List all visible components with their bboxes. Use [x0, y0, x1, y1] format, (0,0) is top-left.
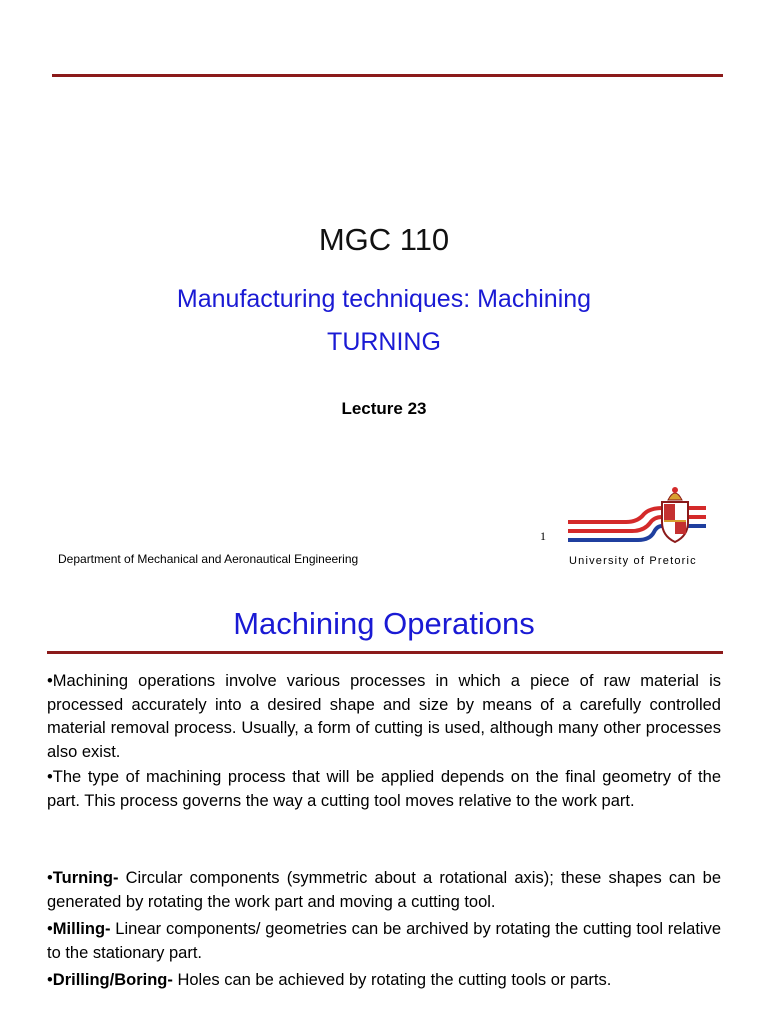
term-drilling-boring: Drilling/Boring- [52, 971, 173, 989]
paragraph-text: Machining operations involve various processes in which a piece of raw material is processed accurately into a desired shape and size by means of a carefully controlled material removal process. Usually, a form of cutting is used, although many other processes also exist. [47, 672, 721, 761]
paragraph-milling [47, 918, 721, 965]
logo-right-blue [686, 524, 706, 528]
term-milling: Milling- [52, 920, 111, 938]
course-code: MGC 110 [318, 222, 450, 257]
logo-red-stripe-1 [568, 508, 662, 522]
section-title: Machining Operations [233, 606, 535, 641]
paragraph-process-type [47, 766, 721, 813]
paragraph-machining-operations [47, 670, 721, 764]
slide-subtitle: Manufacturing techniques: Machining [176, 285, 592, 313]
logo-shield-quarter-2 [675, 521, 686, 534]
paragraph-text: Holes can be achieved by rotating the cutting tools or parts. [172, 971, 612, 989]
bullet: • [47, 768, 53, 786]
department-name: Department of Mechanical and Aeronautical Engineering [58, 552, 359, 566]
paragraph-text: Linear components/ geometries can be archived by rotating the cutting tool relative to the stationary part. [47, 920, 721, 962]
logo-crest-orb [672, 487, 678, 493]
slide-number: 1 [540, 529, 546, 543]
bullet: • [47, 869, 53, 887]
slide-topic: TURNING [327, 328, 441, 356]
paragraph-text: Circular components (symmetric about a rotational axis); these shapes can be generated by rotating the work part and moving a cutting tool. [47, 869, 721, 911]
paragraph-turning [47, 867, 721, 914]
top-rule [52, 74, 723, 77]
logo-crest [668, 493, 682, 500]
bullet: • [47, 672, 53, 690]
lecture-number: Lecture 23 [341, 399, 427, 418]
bullet: • [47, 971, 53, 989]
logo-shield-quarter-1 [664, 504, 675, 521]
paragraph-text: The type of machining process that will be applied depends on the final geometry of the part. This process governs the way a cutting tool moves relative to the work part. [47, 768, 721, 810]
term-turning: Turning- [52, 869, 119, 887]
bullet: • [47, 920, 53, 938]
paragraph-drilling-boring [47, 969, 721, 993]
university-name: University of Pretoric [569, 555, 697, 567]
section-rule [47, 651, 723, 654]
